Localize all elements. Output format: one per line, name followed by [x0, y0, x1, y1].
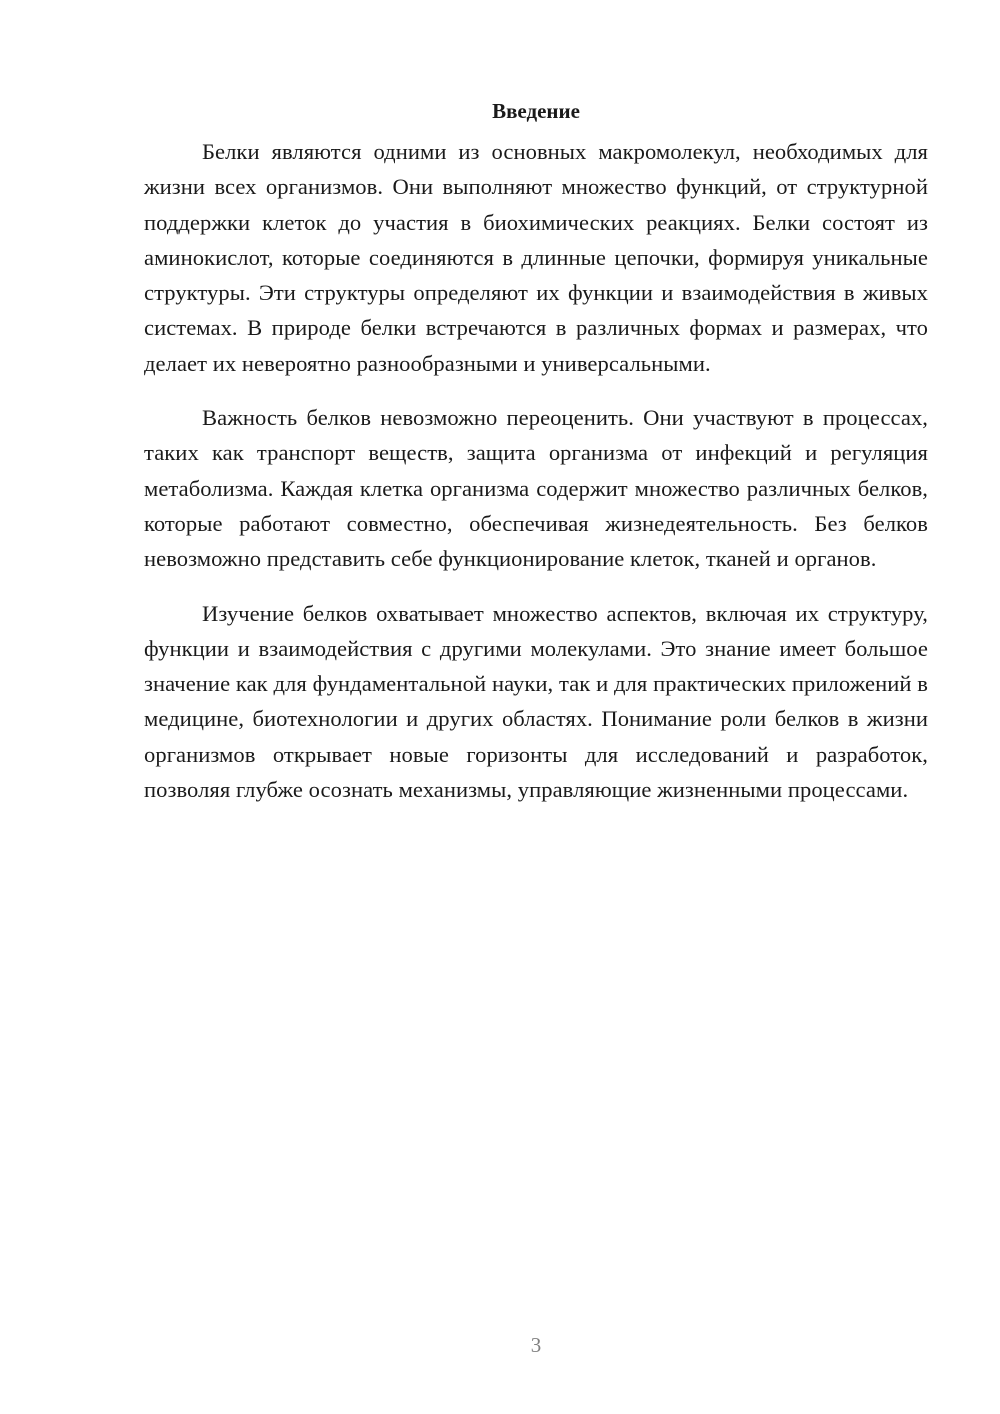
page-content: [144, 94, 928, 826]
section-heading: Введение: [492, 99, 580, 123]
paragraph-3: Изучение белков охватывает множество аспектов, включая их структуру, функции и взаимодействия с другими молекулами. Это знание имеет большое значение как для фундаментальной науки, так и для практических приложений в медицине, биотехнологии и других областях. Понимание роли белков в жизни организмов открывает новые горизонты для исследований и разработок, позволяя глубже осознать механизмы, управляющие жизненными процессами.: [144, 600, 928, 803]
paragraph-1: Белки являются одними из основных макромолекул, необходимых для жизни всех организмов. Они выполняют множество функций, от структурной поддержки клеток до участия в биохимических реакциях. Белки состоят из аминокислот, которые соединяются в длинные цепочки, формируя уникальные структуры. Эти структуры определяют их функции и взаимодействия в живых системах. В природе белки встречаются в различных формах и размерах, что делает их невероятно разнообразными и универсальными.: [144, 139, 928, 376]
paragraph-2: Важность белков невозможно переоценить. Они участвуют в процессах, таких как транспорт веществ, защита организма от инфекций и регуляция метаболизма. Каждая клетка организма содержит множество различных белков, которые работают совместно, обеспечивая жизнедеятельность. Без белков невозможно представить себе функционирование клеток, тканей и органов.: [144, 405, 928, 572]
page-number: 3: [530, 1333, 542, 1357]
